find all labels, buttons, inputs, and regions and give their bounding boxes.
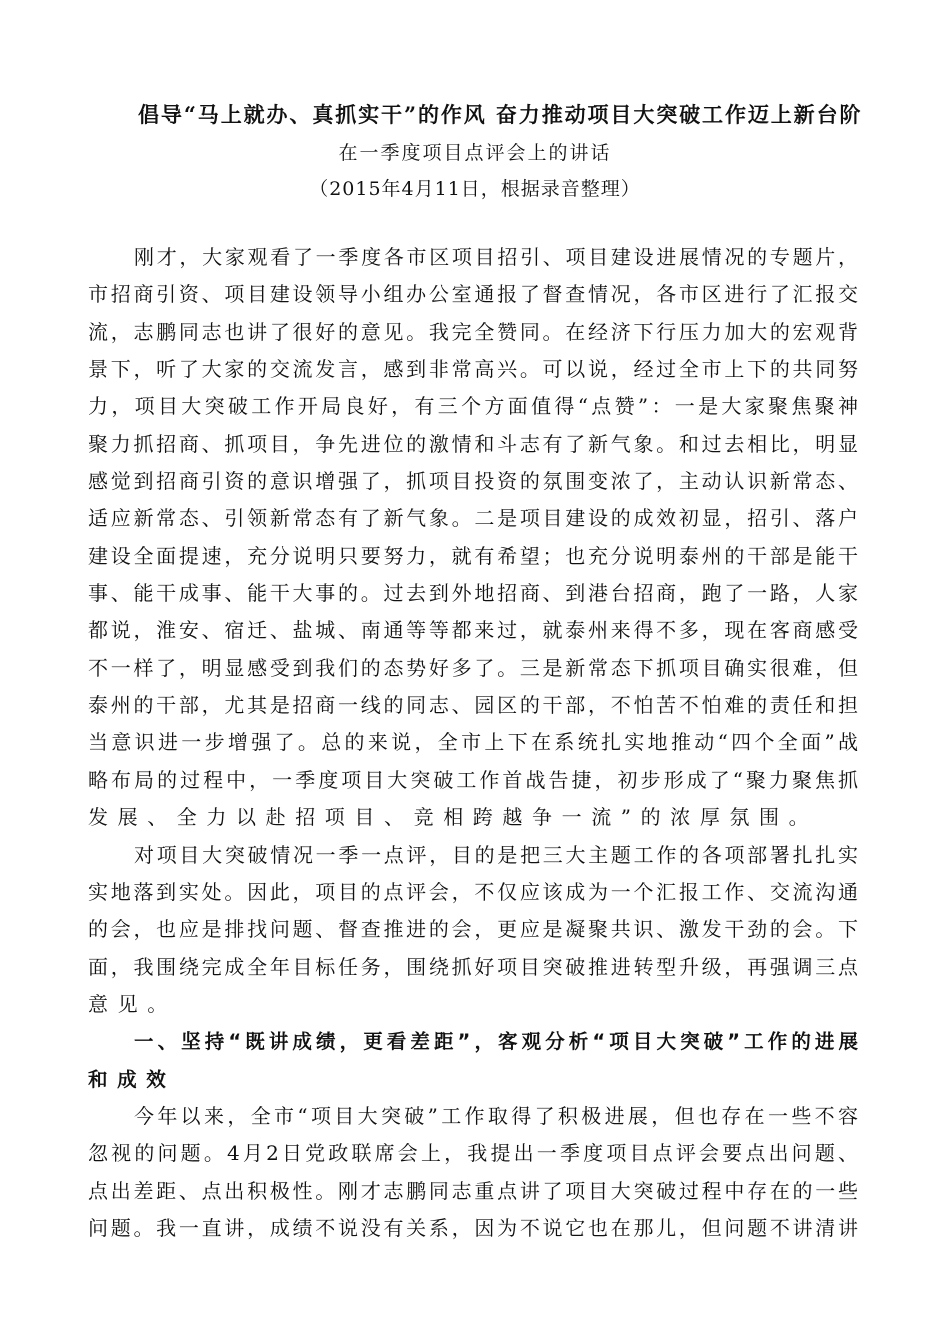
text-line: 事、能干成事、能干大事的。过去到外地招商、到港台招商，跑了一路，人家 [88,581,858,606]
text-line: 忽视的问题。4月2日党政联席会上，我提出一季度项目点评会要点出问题、 [88,1141,858,1166]
date-note: （2015年4月11日，根据录音整理） [309,178,641,200]
text-line: 当意识进一步增强了。总的来说，全市上下在系统扎实地推动“四个全面”战 [88,730,858,755]
text-line: 市招商引资、项目建设领导小组办公室通报了督查情况，各市区进行了汇报交 [88,282,858,307]
text-line: 刚才，大家观看了一季度各市区项目招引、项目建设进展情况的专题片， [134,245,858,269]
text-line: 问题。我一直讲，成绩不说没有关系，因为不说它也在那儿，但问题不讲清讲 [88,1215,858,1240]
document-body [88,239,858,1247]
text-line: 建设全面提速，充分说明只要努力，就有希望；也充分说明泰州的干部是能干 [88,543,858,568]
text-line: 略布局的过程中，一季度项目大突破工作首战告捷，初步形成了“聚力聚焦抓 [88,767,858,792]
text-line: 对项目大突破情况一季一点评，目的是把三大主题工作的各项部署扎扎实 [134,842,858,867]
paragraph [88,239,858,837]
paragraph [88,1098,858,1247]
section-heading [88,1023,858,1098]
text-line: 力，项目大突破工作开局良好，有三个方面值得“点赞”：一是大家聚焦聚神 [88,394,858,419]
text-line: 聚力抓招商、抓项目，争先进位的激情和斗志有了新气象。和过去相比，明显 [88,431,858,456]
text-line: 点出差距、点出积极性。刚才志鹏同志重点讲了项目大突破过程中存在的一些 [88,1178,858,1203]
text-line: 的会，也应是排找问题、督查推进的会，更应是凝聚共识、激发干劲的会。下 [88,917,858,942]
text-line: 发展、全力以赴招项目、竞相跨越争一流”的浓厚氛围。 [88,805,819,830]
text-line: 感觉到招商引资的意识增强了，抓项目投资的氛围变浓了，主动认识新常态、 [88,469,858,494]
document-subtitle: 在一季度项目点评会上的讲话 [338,142,612,164]
text-line: 意见。 [88,991,177,1016]
text-line: 景下，听了大家的交流发言，感到非常高兴。可以说，经过全市上下的共同努 [88,357,858,382]
text-line: 今年以来，全市“项目大突破”工作取得了积极进展，但也存在一些不容 [134,1103,858,1128]
text-line: 都说，淮安、宿迁、盐城、南通等等都来过，就泰州来得不多，现在客商感受 [88,618,858,643]
paragraph [88,837,858,1024]
text-line: 流，志鹏同志也讲了很好的意见。我完全赞同。在经济下行压力加大的宏观背 [88,319,858,344]
text-line: 面，我围绕完成全年目标任务，围绕抓好项目突破推进转型升级，再强调三点 [88,954,858,979]
text-line: 和成效 [88,1067,176,1091]
text-line: 不一样了，明显感受到我们的态势好多了。三是新常态下抓项目确实很难，但 [88,655,858,680]
text-line: 适应新常态、引领新常态有了新气象。二是项目建设的成效初显，招引、落户 [88,506,858,531]
document-title: 倡导“马上就办、真抓实干”的作风 奋力推动项目大突破工作迈上新台阶 [138,102,860,127]
text-line: 泰州的干部，尤其是招商一线的同志、园区的干部，不怕苦不怕难的责任和担 [88,693,858,718]
text-line: 一、坚持“既讲成绩，更看差距”，客观分析“项目大突破”工作的进展 [134,1030,858,1054]
text-line: 实地落到实处。因此，项目的点评会，不仅应该成为一个汇报工作、交流沟通 [88,879,858,904]
